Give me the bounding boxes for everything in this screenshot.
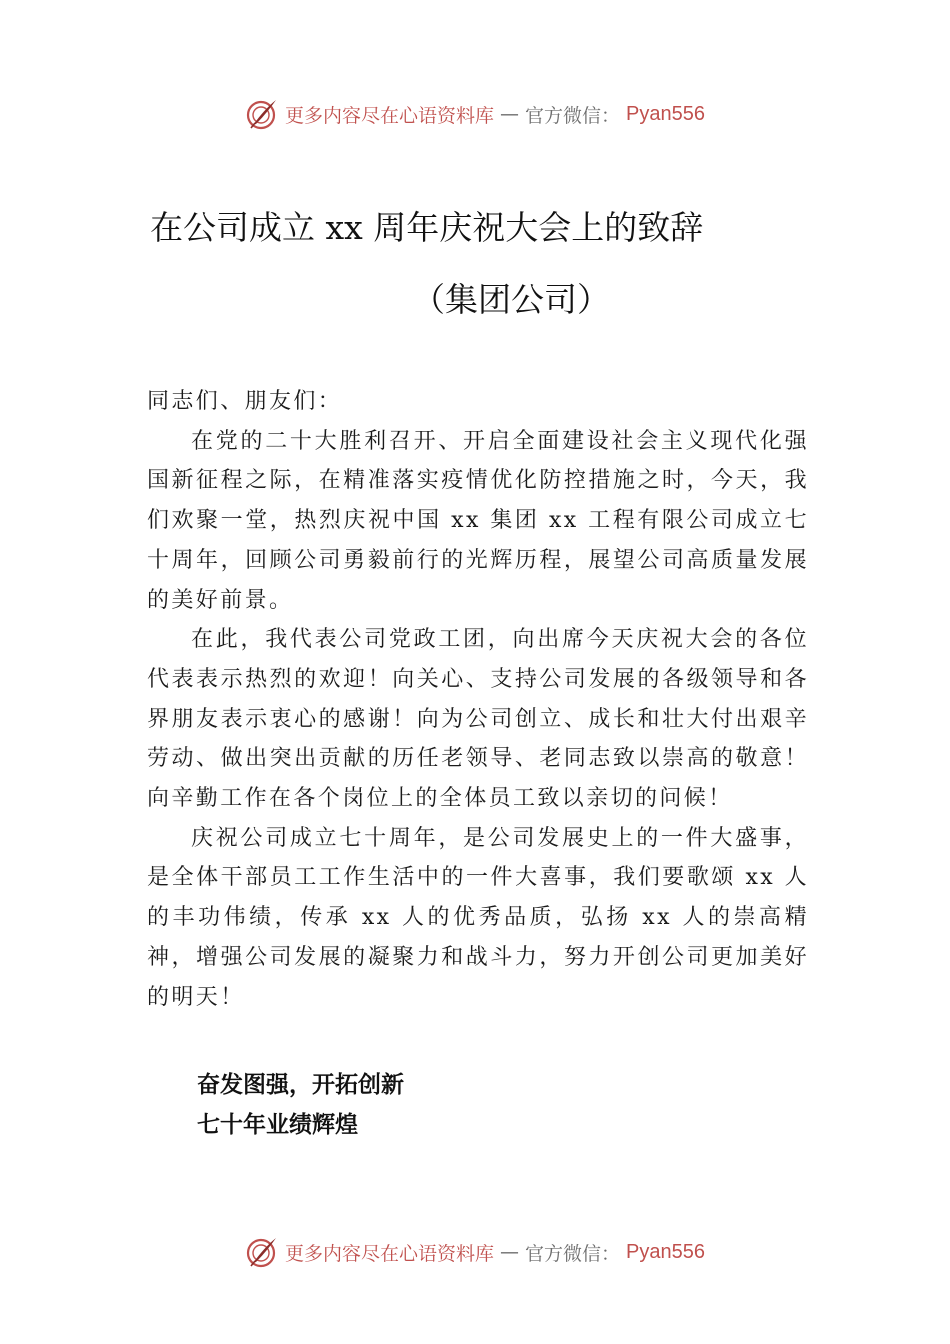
footer-watermark: [0, 1232, 950, 1272]
watermark-dash: —: [500, 1241, 520, 1263]
header-watermark: [0, 94, 950, 134]
slogan-line: 奋发图强，开拓创新: [197, 1072, 404, 1098]
quill-logo-icon: [245, 97, 279, 131]
watermark-dash: —: [500, 103, 520, 125]
watermark-wechat-label: 官方微信：: [525, 1242, 621, 1265]
salutation: 同志们、朋友们：: [147, 389, 343, 414]
body-paragraph: 在此，我代表公司党政工团，向出席今天庆祝大会的各位代表表示热烈的欢迎！向关心、支持公司发展的各级领导和各界朋友表示衷心的感谢！向为公司创立、成长和壮大付出艰辛劳动、做出突出贡献的历任老领导、老同志致以崇高的敬意！向辛勤工作在各个岗位上的全体员工致以亲切的问候！: [147, 627, 809, 812]
watermark-site-text: 更多内容尽在心语资料库: [285, 1242, 495, 1265]
document-subtitle: （集团公司）: [412, 280, 610, 319]
watermark-wechat-id: Pyan556: [626, 1240, 705, 1263]
watermark-group: [245, 1235, 705, 1269]
watermark-wechat-label: 官方微信：: [525, 104, 621, 127]
body-paragraph: 庆祝公司成立七十周年，是公司发展史上的一件大盛事，是全体干部员工工作生活中的一件大喜事，我们要歌颂 xx 人的丰功伟绩，传承 xx 人的优秀品质，弘扬 xx 人的崇高精神，增强公司发展的凝聚力和战斗力，努力开创公司更加美好的明天！: [147, 825, 809, 1010]
body-paragraph: 在党的二十大胜利召开、开启全面建设社会主义现代化强国新征程之际，在精准落实疫情优化防控措施之时，今天，我们欢聚一堂，热烈庆祝中国 xx 集团 xx 工程有限公司成立七十周年，回顾公司勇毅前行的光辉历程，展望公司高质量发展的美好前景。: [147, 428, 809, 613]
quill-logo-icon: [245, 1235, 279, 1269]
watermark-site-text: 更多内容尽在心语资料库: [285, 104, 495, 127]
slogan-line: 七十年业绩辉煌: [197, 1112, 358, 1138]
document-body: [147, 382, 809, 1017]
document-title: 在公司成立 xx 周年庆祝大会上的致辞: [150, 208, 704, 247]
watermark-group: [245, 97, 705, 131]
watermark-wechat-id: Pyan556: [626, 102, 705, 125]
